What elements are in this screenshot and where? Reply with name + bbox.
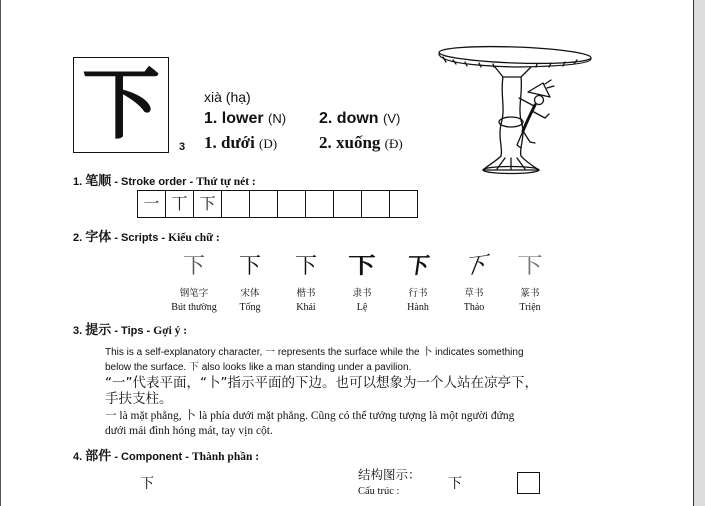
stroke-cell (361, 190, 390, 218)
section-title-vi: Kiểu chữ : (168, 232, 220, 244)
structure-glyph: 下 (448, 476, 462, 492)
part-of-speech: (Đ) (384, 136, 403, 151)
structure-diagram-box (517, 472, 540, 494)
pavilion-illustration (431, 40, 601, 175)
tips-line: 手扶支柱。 (105, 391, 173, 407)
script-name-zh: 钢笔字 (179, 288, 209, 299)
script-name-zh: 隶书 (352, 288, 372, 299)
script-name-zh: 篆书 (520, 288, 540, 299)
stroke-order-heading (73, 174, 256, 190)
section-title-zh: 提示 (85, 323, 112, 338)
vietnamese-word: 2. xuống (319, 133, 381, 152)
tips-english (105, 345, 524, 375)
tips-vietnamese (105, 409, 514, 439)
english-word: 1. lower (204, 110, 264, 127)
script-name-vi: Tống (239, 302, 261, 313)
stroke-count: 3 (179, 141, 186, 153)
english-meaning-2 (319, 110, 400, 128)
character-box (73, 57, 169, 153)
pinyin: xià (204, 89, 222, 105)
section-title-en: - Stroke order - (114, 176, 194, 188)
part-of-speech: (N) (268, 111, 287, 126)
script-name-vi: Thảo (463, 302, 485, 313)
script-sample-song (222, 253, 278, 314)
tips-line: dưới mái đình hóng mát, tay vịn cột. (105, 424, 273, 437)
stroke-cell (389, 190, 418, 218)
script-glyph: 下 (182, 254, 205, 279)
script-glyph: 下 (460, 252, 488, 281)
script-name-zh: 宋体 (240, 288, 260, 299)
english-meaning-1 (204, 110, 286, 128)
script-name-vi: Lệ (356, 302, 368, 313)
section-title-vi: Gợi ý : (153, 325, 188, 337)
section-title-en: - Tips - (114, 325, 151, 337)
stroke-cell: 丅 (165, 190, 194, 218)
tips-line: “一”代表平面，“卜”指示平面的下边。也可以想象为一个人站在凉亭下， (105, 375, 538, 391)
section-title-zh: 部件 (85, 449, 112, 464)
section-number: 2. (73, 232, 83, 244)
script-sample-kai (278, 253, 334, 314)
section-title-en: - Scripts - (114, 232, 166, 244)
section-number: 1. (73, 176, 83, 188)
tips-heading (73, 323, 187, 339)
section-title-vi: Thứ tự nét : (196, 176, 256, 188)
tips-chinese (105, 375, 538, 407)
section-title-en: - Component - (114, 451, 189, 463)
stroke-cell: 一 (137, 190, 166, 218)
main-character: 下 (81, 59, 160, 150)
script-name-zh: 草书 (464, 288, 484, 299)
script-glyph: 下 (294, 254, 317, 279)
section-title-zh: 笔顺 (85, 174, 112, 189)
stroke-cell: 下 (193, 190, 222, 218)
han-viet-reading: (hạ) (225, 89, 251, 105)
stroke-cell (333, 190, 362, 218)
section-title-zh: 字体 (85, 230, 112, 245)
section-number: 3. (73, 325, 83, 337)
script-name-vi: Bút thường (171, 302, 217, 313)
component-part: 下 (140, 476, 154, 492)
stroke-cell (305, 190, 334, 218)
script-name-zh: 楷书 (296, 288, 316, 299)
script-sample-xing (390, 253, 446, 314)
stroke-cell (277, 190, 306, 218)
scripts-heading (73, 230, 220, 246)
part-of-speech: (V) (383, 111, 401, 126)
stroke-order-grid (138, 190, 418, 218)
tips-line: This is a self-explanatory character, 一 represents the surface while the 卜 indicates something (105, 347, 524, 358)
structure-label-vi: Cấu trúc : (358, 486, 400, 497)
script-name-vi: Khải (296, 302, 316, 313)
stroke-cell (249, 190, 278, 218)
script-sample-pen (166, 253, 222, 314)
script-glyph: 下 (348, 254, 376, 279)
english-word: 2. down (319, 110, 379, 127)
script-sample-li (334, 253, 390, 314)
part-of-speech: (D) (259, 136, 278, 151)
script-glyph: 下 (405, 254, 431, 279)
vietnamese-word: 1. dưới (204, 133, 255, 152)
stroke-cell (221, 190, 250, 218)
script-sample-cao (446, 253, 502, 314)
script-sample-zhuan (502, 253, 558, 314)
script-glyph: 下 (238, 254, 261, 279)
vietnamese-meaning-1 (204, 133, 277, 154)
script-name-vi: Hành (407, 302, 429, 313)
script-name-vi: Triện (519, 302, 541, 313)
tips-line: 一 là mặt phẳng, 卜 là phía dưới mặt phẳng. Cũng có thể tưởng tượng là một người đứng (105, 409, 515, 422)
section-title-vi: Thành phần : (191, 451, 260, 463)
pronunciation (204, 89, 251, 105)
structure-label-zh: 结构图示： (358, 467, 421, 482)
component-heading (73, 449, 259, 465)
script-samples (166, 253, 558, 314)
script-glyph: 下 (517, 254, 543, 279)
script-name-zh: 行书 (408, 288, 428, 299)
vietnamese-meaning-2 (319, 133, 403, 154)
section-number: 4. (73, 451, 83, 463)
tips-line: below the surface. 下 also looks like a man standing under a pavilion. (105, 362, 412, 373)
